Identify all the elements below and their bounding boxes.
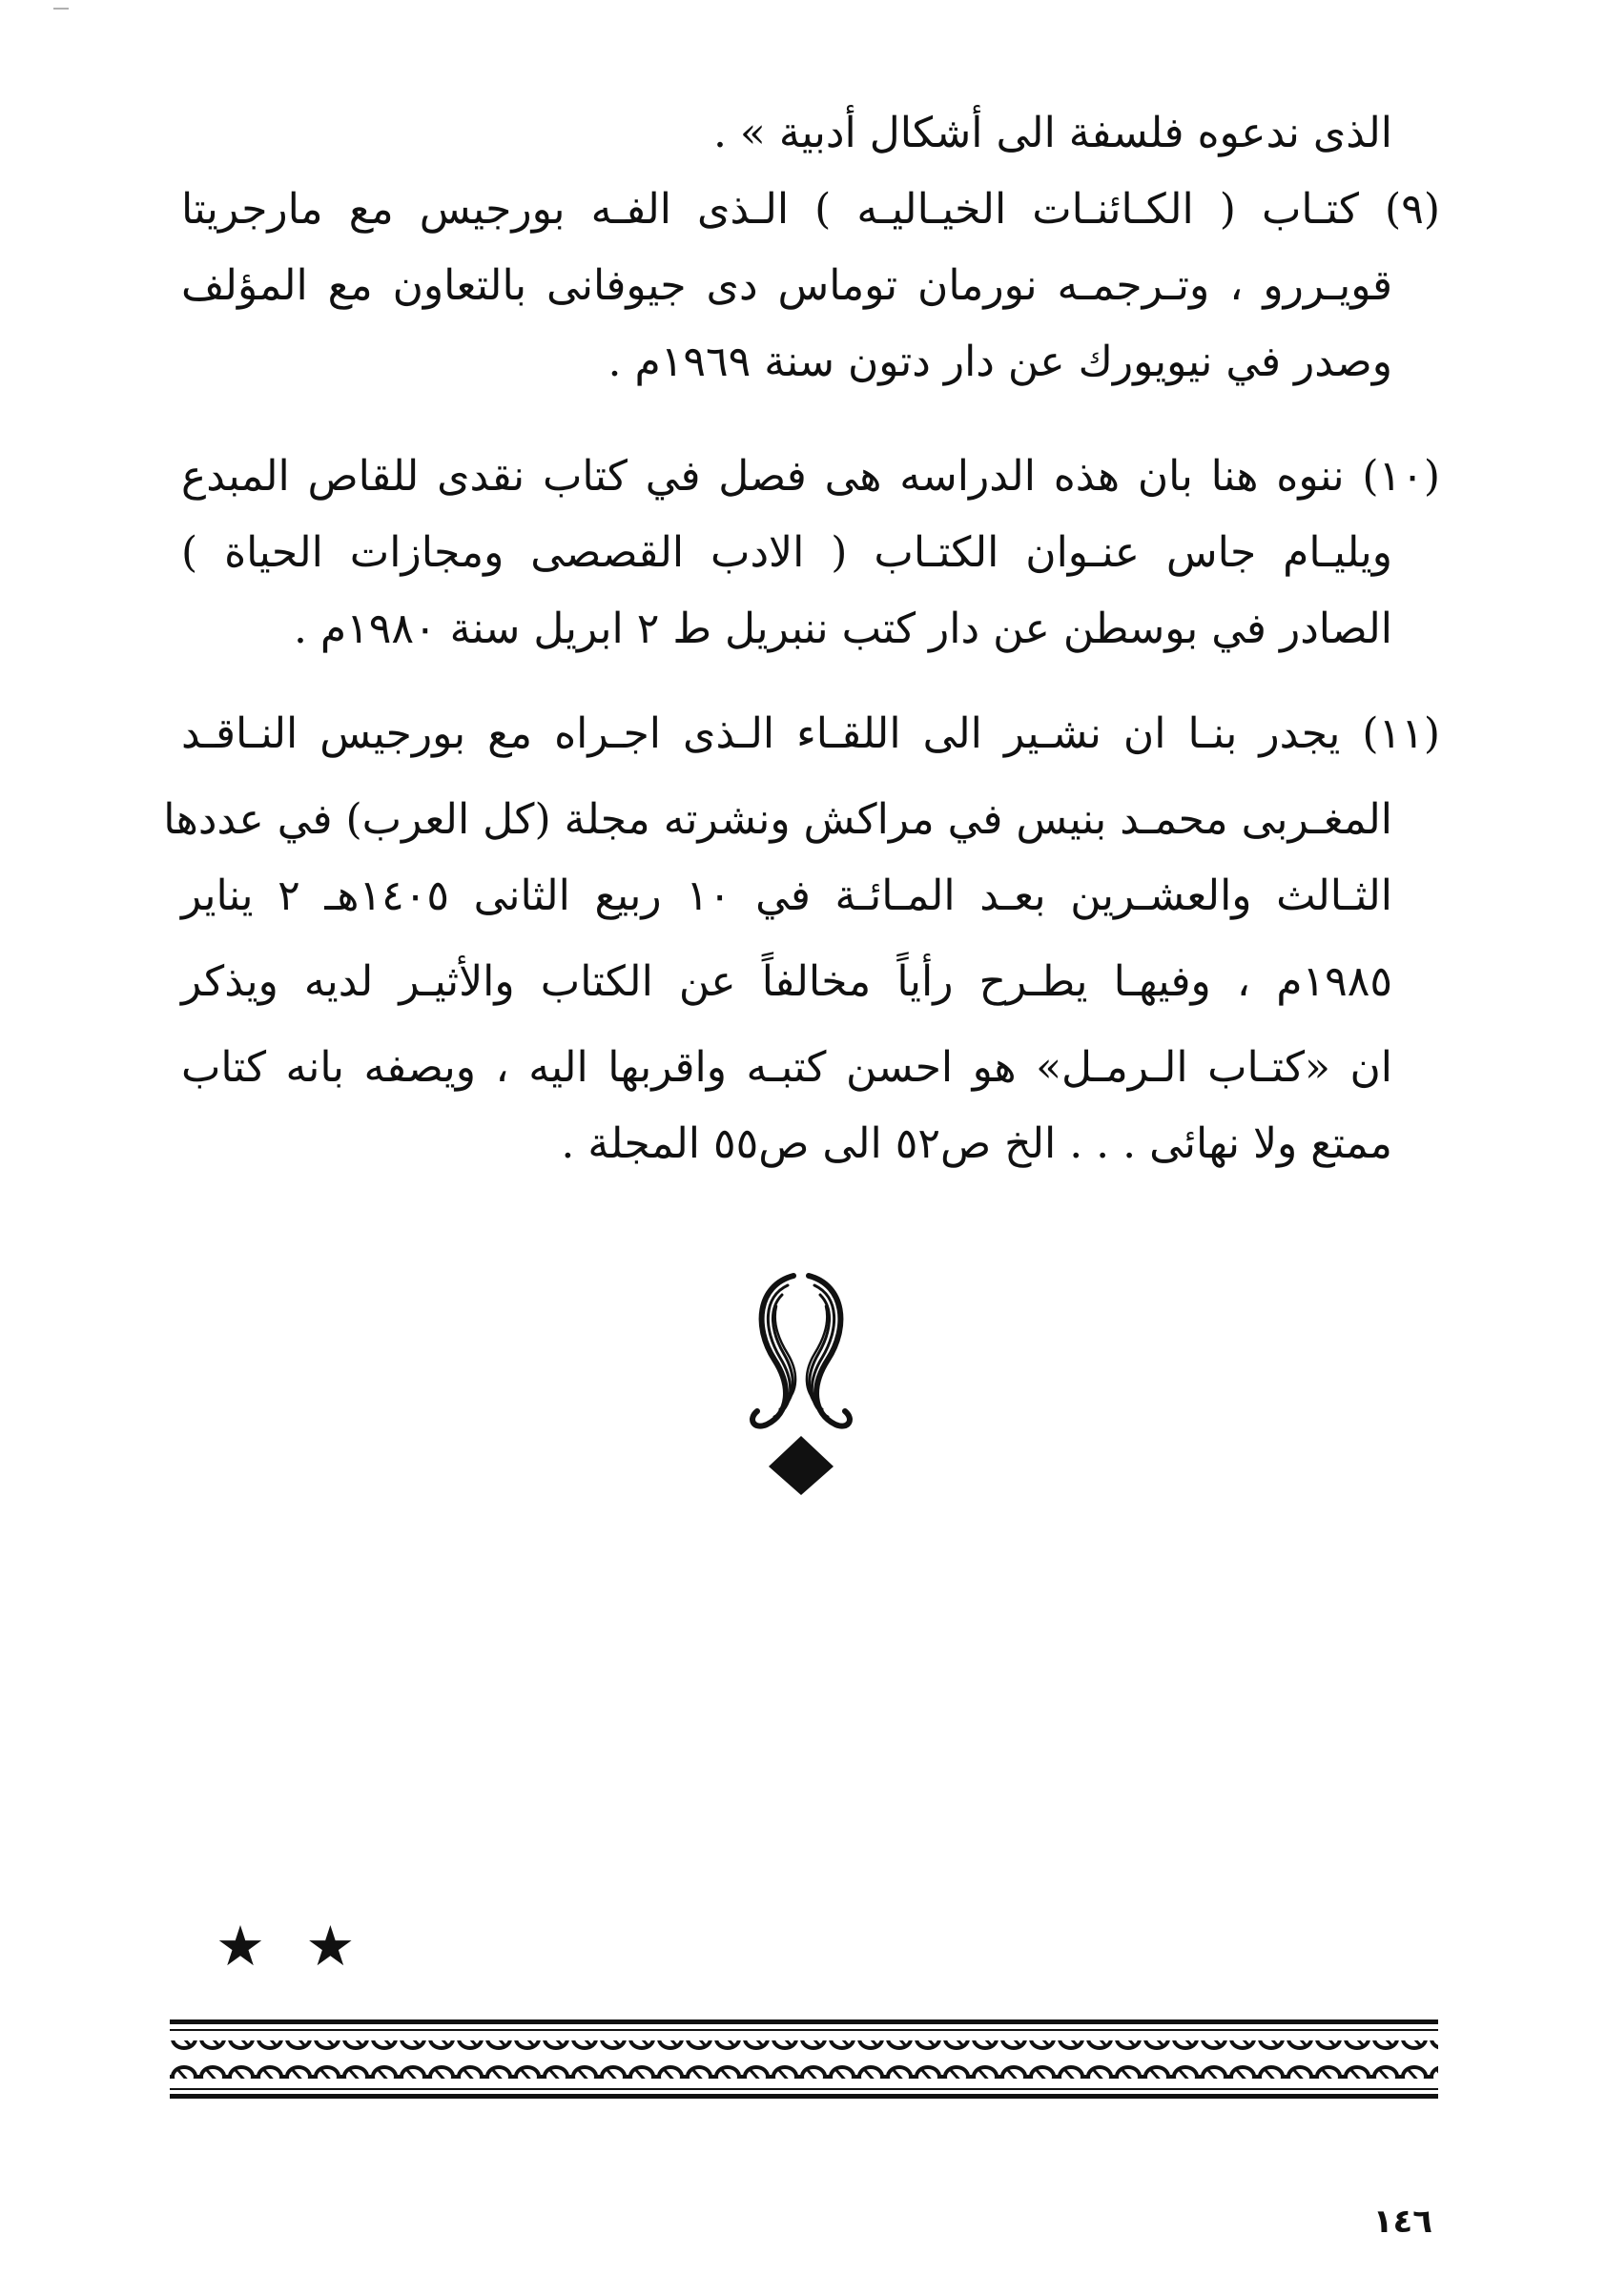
footnote-10-line-1: (١٠) ننوه هنا بان هذه الدراسه هى فصل في كتاب نقدى للقاص المبدع <box>181 452 1440 501</box>
footnote-11-line-6: ممتع ولا نهائى . . . الخ ص٥٢ الى ص٥٥ المجلة . <box>561 1119 1392 1168</box>
footnote-9-line-1: (٩) كتـاب ( الكـائنـات الخيـاليـه ) الـذى الفـه بورجيس مع مارجريتا <box>181 185 1440 234</box>
footnote-9-line-2: قويـررو ، وتـرجمـه نورمان توماس دى جيوفانى بالتعاون مع المؤلف <box>181 261 1392 310</box>
footnote-continuation-line: الذى ندعوه فلسفة الى أشكال أدبية » . <box>712 109 1392 157</box>
chain-link-border-icon <box>170 2019 1438 2101</box>
stars: ★ ★ <box>216 1914 367 1978</box>
footnote-10-line-3: الصادر في بوسطن عن دار كتب ننبريل ط ٢ ابريل سنة ١٩٨٠م . <box>293 605 1392 653</box>
footnote-11-line-5: ان «كتـاب الـرمـل» هو احسن كتبـه واقربها اليه ، ويصفه بانه كتاب <box>181 1043 1392 1092</box>
footnote-11-line-4: ١٩٨٥م ، وفيهـا يطـرح رأياً مخالفاً عن الكتاب والأثيـر لديه ويذكر <box>181 957 1392 1006</box>
footnote-11-line-1: (١١) يجدر بنـا ان نشـير الى اللقـاء الـذى اجـراه مع بورجيس النـاقـد <box>181 709 1440 758</box>
swirl-diamond-ornament-icon <box>734 1268 868 1497</box>
footnote-11-line-3: الثـالث والعشـرين بعـد المـائـة في ١٠ ربيع الثانى ١٤٠٥هـ ٢ يناير <box>181 871 1392 920</box>
footnote-9-line-3: وصدر في نيويورك عن دار دتون سنة ١٩٦٩م . <box>607 338 1392 386</box>
scan-mark <box>53 8 69 10</box>
footnote-10-line-2: ويليـام جاس عنـوان الكتـاب ( الادب القصصى ومجازات الحياة ) <box>181 528 1392 577</box>
page-number: ١٤٦ <box>1372 2203 1432 2241</box>
footnote-11-line-2: المغـربى محمـد بنيس في مراكش ونشرته مجلة (كل العرب) في عددها <box>163 795 1392 844</box>
